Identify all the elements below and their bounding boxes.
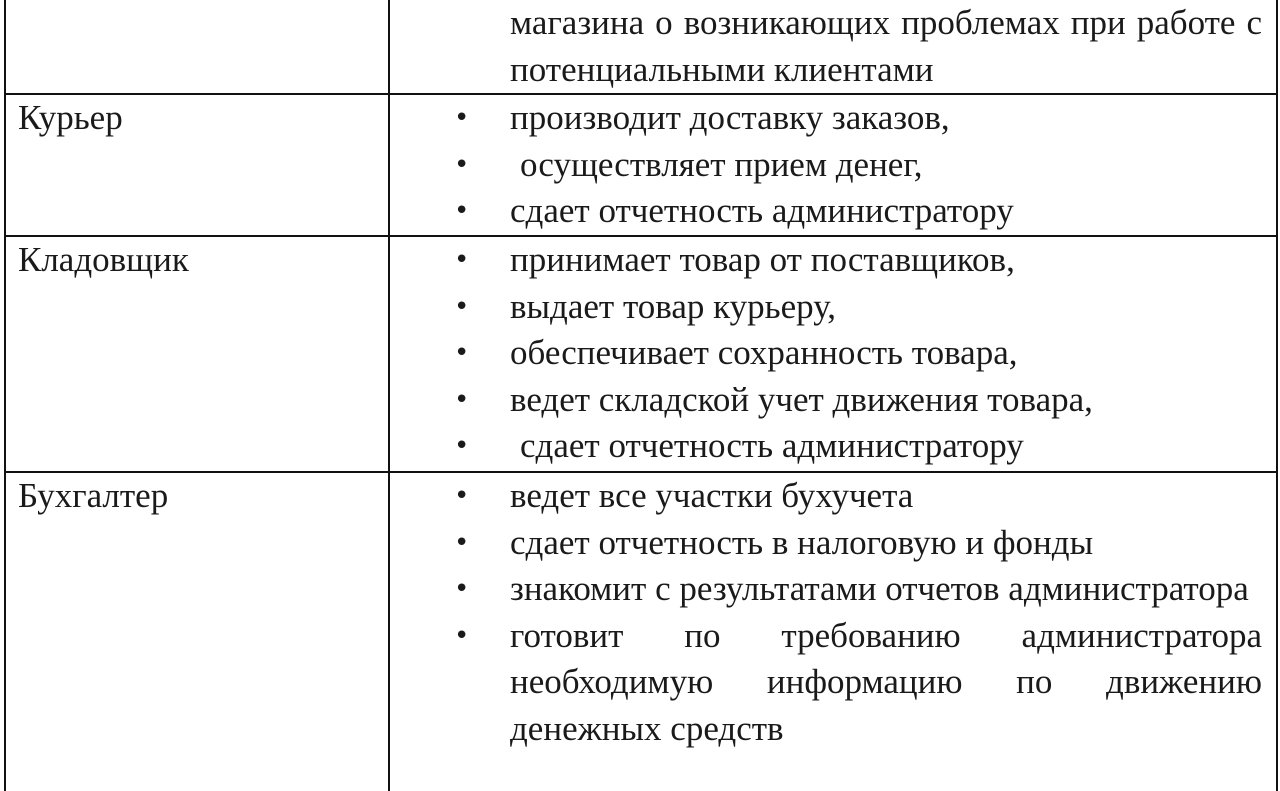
duties-cell: [389, 94, 1277, 236]
duties-cell: [389, 236, 1277, 472]
duty-item: • сдает отчетность в налоговую и фонды: [390, 520, 1262, 567]
table-row-storekeeper: [5, 236, 1277, 472]
duty-item: • принимает товар от поставщиков,: [390, 237, 1262, 284]
duty-item: • знакомит с результатами отчетов администратора: [390, 566, 1262, 613]
duties-cell: [389, 0, 1277, 94]
role-cell: Бухгалтер: [5, 472, 389, 791]
duties-list: [390, 473, 1262, 752]
duty-item: • обеспечивает сохранность товара,: [390, 330, 1262, 377]
duty-item: [390, 423, 1262, 470]
duty-item: [390, 142, 1262, 189]
role-cell: Курьер: [5, 94, 389, 236]
duty-item-text: сдает отчетность администратору: [520, 426, 1024, 465]
duty-item: • ведет все участки бухучета: [390, 473, 1262, 520]
duty-item: • выдает товар курьеру,: [390, 284, 1262, 331]
duty-item: • сдает отчетность администратору: [390, 188, 1262, 235]
role-cell: Кладовщик: [5, 236, 389, 472]
duties-list: [390, 237, 1262, 470]
duties-cell: [389, 472, 1277, 791]
table-row-courier: [5, 94, 1277, 236]
roles-duties-table: [4, 0, 1278, 791]
duty-item: • готовит по требованию администратора необходимую информацию по движению денежных средств: [390, 613, 1262, 753]
duty-item-text: осуществляет прием денег,: [520, 144, 923, 184]
duty-item: • производит доставку заказов,: [390, 95, 1262, 142]
duties-list: [390, 0, 1262, 93]
role-cell: [5, 0, 389, 94]
duty-item: • ведет складской учет движения товара,: [390, 377, 1262, 424]
table-row-continuation: [5, 0, 1277, 94]
table-row-accountant: [5, 472, 1277, 791]
duties-list: [390, 95, 1262, 235]
duty-item: магазина о возникающих проблемах при работе с потенциальными клиентами: [510, 3, 1262, 89]
